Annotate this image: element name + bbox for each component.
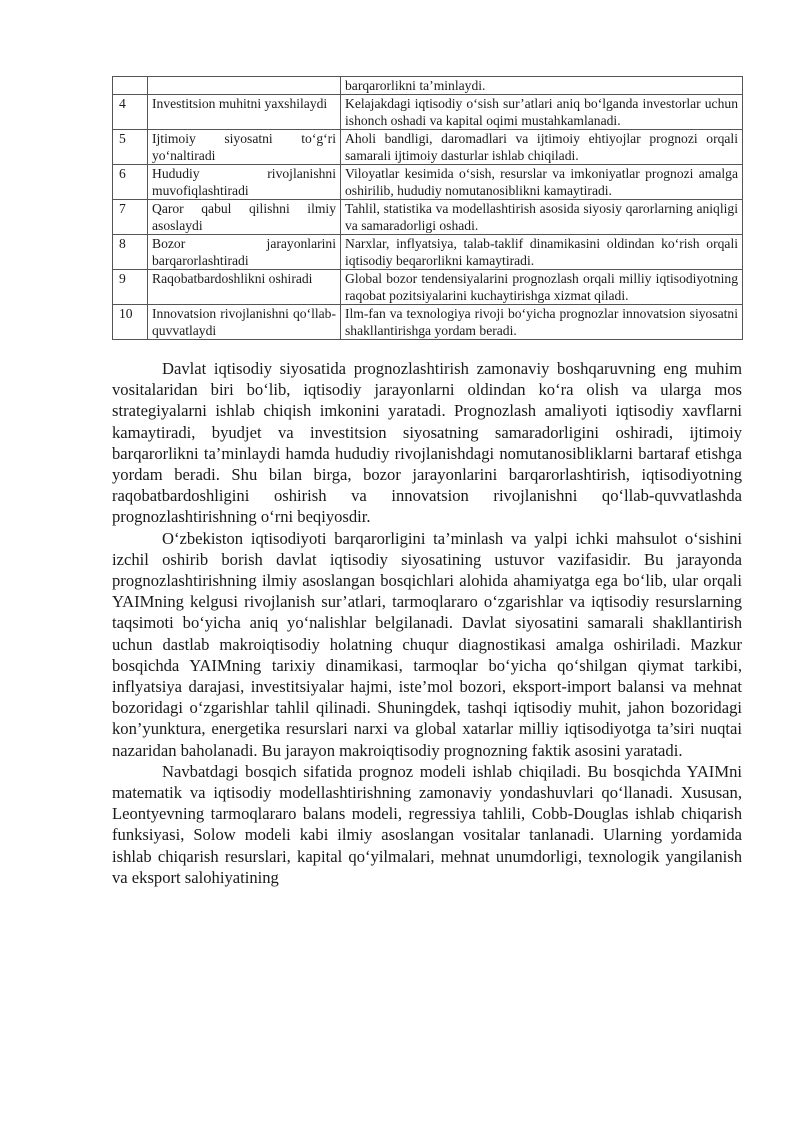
table-cell-desc: Viloyatlar kesimida o‘sish, resurslar va imkoniyatlar prognozi amalga oshirilib, hududiy nomutanosiblikni kamaytiradi. bbox=[341, 165, 743, 200]
table-cell-num: 7 bbox=[113, 200, 148, 235]
table-cell-title: Raqobatbardoshlikni oshiradi bbox=[148, 270, 341, 305]
table-row bbox=[113, 305, 743, 340]
document-page bbox=[112, 76, 742, 888]
table-cell-title: Hududiy rivojlanishni muvofiqlashtiradi bbox=[148, 165, 341, 200]
table-cell-desc: Global bozor tendensiyalarini prognozlash orqali milliy iqtisodiyotning raqobat pozitsiyalarini kuchaytirishga xizmat qiladi. bbox=[341, 270, 743, 305]
table-cell-title: Qaror qabul qilishni ilmiy asoslaydi bbox=[148, 200, 341, 235]
table-cell-title: Innovatsion rivojlanishni qo‘llab-quvvatlaydi bbox=[148, 305, 341, 340]
paragraph: Davlat iqtisodiy siyosatida prognozlashtirish zamonaviy boshqaruvning eng muhim vositalaridan biri bo‘lib, iqtisodiy jarayonlarni oldindan ko‘ra olish va ularga mos strategiyalarni ishlab chiqish imkonini yaratadi. Prognozlash amaliyoti iqtisodiy xavflarni kamaytiradi, byudjet va investitsion siyosatning samaradorligini oshiradi, ijtimoiy barqarorlikni ta’minlaydi hamda hududiy rivojlanishdagi nomutanosibliklarni bartaraf etishga yordam beradi. Shu bilan birga, bozor jarayonlarini barqarorlashtirish, iqtisodiyotning raqobatbardoshligini oshirish va innovatsion rivojlanishni qo‘llab-quvvatlashda prognozlashtirishning o‘rni beqiyosdir. bbox=[112, 359, 742, 527]
table-cell-num: 5 bbox=[113, 130, 148, 165]
table-cell-desc: Aholi bandligi, daromadlari va ijtimoiy ehtiyojlar prognozi orqali samarali ijtimoiy dasturlar ishlab chiqiladi. bbox=[341, 130, 743, 165]
table-cell-title bbox=[148, 77, 341, 95]
table-row bbox=[113, 165, 743, 200]
paragraph: O‘zbekiston iqtisodiyoti barqarorligini ta’minlash va yalpi ichki mahsulot o‘sishini izchil oshirib borish davlat iqtisodiy siyosatining ustuvor vazifasidir. Bu jarayonda prognozlashtirishning ilmiy asoslangan bosqichlari alohida ahamiyatga ega bo‘lib, ular orqali YAIMning kelgusi rivojlanish sur’atlari, tarmoqlararo o‘zgarishlar va iqtisodiy resurslarning taqsimoti bo‘yicha aniq yo‘nalishlar belgilanadi. Davlat siyosatini samarali shakllantirish uchun dastlab makroiqtisodiy holatning chuqur diagnostikasi amalga oshiriladi. Mazkur bosqichda YAIMning tarixiy dinamikasi, tarmoqlar bo‘yicha qo‘shilgan qiymat tarkibi, inflyatsiya darajasi, investitsiyalar hajmi, iste’mol bozori, eksport-import balansi va mehnat bozoridagi o‘zgarishlar tahlil qilinadi. Shuningdek, tashqi iqtisodiy muhit, jahon bozoridagi kon’yunktura, energetika resurslari narxi va global xatarlar milliy iqtisodiyotga ta’siri nuqtai nazaridan baholanadi. Bu jarayon makroiqtisodiy prognozning faktik asosini yaratadi. bbox=[112, 528, 742, 760]
table-cell-num: 9 bbox=[113, 270, 148, 305]
table-row bbox=[113, 200, 743, 235]
body-text bbox=[112, 358, 742, 888]
table-cell-title: Bozor jarayonlarini barqarorlashtiradi bbox=[148, 235, 341, 270]
table-cell-title: Investitsion muhitni yaxshilaydi bbox=[148, 95, 341, 130]
table-cell-desc: Kelajakdagi iqtisodiy o‘sish sur’atlari aniq bo‘lganda investorlar uchun ishonch oshadi va kapital oqimi mustahkamlanadi. bbox=[341, 95, 743, 130]
table-cell-num bbox=[113, 77, 148, 95]
table-cell-num: 8 bbox=[113, 235, 148, 270]
table-cell-desc: Narxlar, inflyatsiya, talab-taklif dinamikasini oldindan ko‘rish orqali iqtisodiy beqarorlikni kamaytiradi. bbox=[341, 235, 743, 270]
forecast-benefits-table bbox=[112, 76, 743, 340]
paragraph: Navbatdagi bosqich sifatida prognoz modeli ishlab chiqiladi. Bu bosqichda YAIMni matematik va iqtisodiy modellashtirishning zamonaviy yondashuvlari qo‘llanadi. Xususan, Leontyevning tarmoqlararo balans modeli, regressiya tahlili, Cobb-Douglas ishlab chiqarish funksiyasi, Solow modeli kabi ilmiy asoslangan vositalar tanlanadi. Ularning yordamida ishlab chiqarish resurslari, kapital qo‘yilmalari, mehnat unumdorligi, texnologik yangilanish va eksport salohiyatining bbox=[112, 761, 742, 887]
table-row bbox=[113, 95, 743, 130]
table-cell-num: 4 bbox=[113, 95, 148, 130]
table-cell-desc: Tahlil, statistika va modellashtirish asosida siyosiy qarorlarning aniqligi va samaradorligi oshadi. bbox=[341, 200, 743, 235]
table-cell-desc: Ilm-fan va texnologiya rivoji bo‘yicha prognozlar innovatsion siyosatni shakllantirishga yordam beradi. bbox=[341, 305, 743, 340]
table-row bbox=[113, 130, 743, 165]
table-row bbox=[113, 235, 743, 270]
table-cell-title: Ijtimoiy siyosatni to‘g‘ri yo‘naltiradi bbox=[148, 130, 341, 165]
table-cell-num: 10 bbox=[113, 305, 148, 340]
table-cell-desc: barqarorlikni ta’minlaydi. bbox=[341, 77, 743, 95]
table-cell-num: 6 bbox=[113, 165, 148, 200]
table-row bbox=[113, 270, 743, 305]
table-row-continuation bbox=[113, 77, 743, 95]
